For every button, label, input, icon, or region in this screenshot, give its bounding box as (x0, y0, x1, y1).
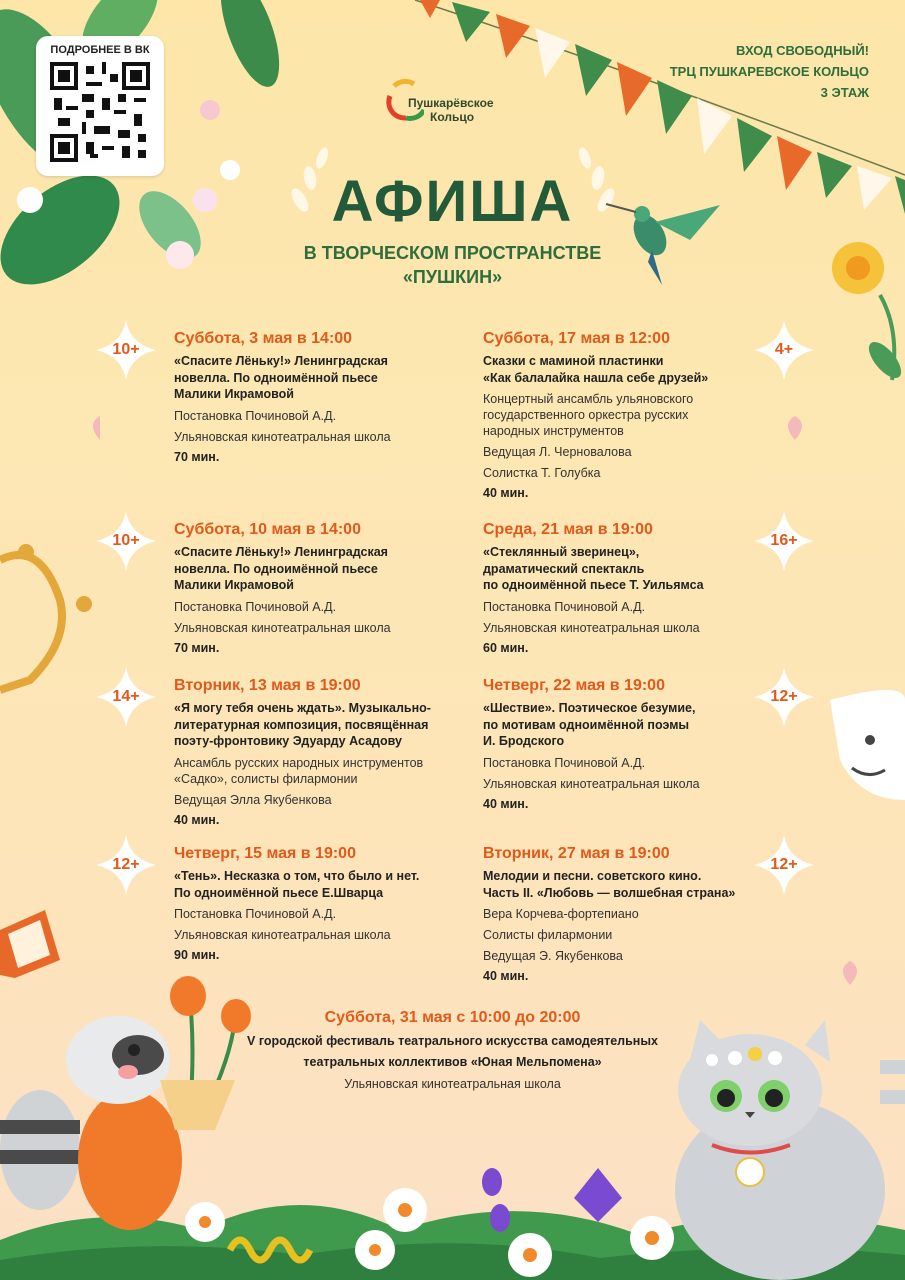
event-date: Четверг, 22 мая в 19:00 (483, 677, 665, 694)
entrance-free: ВХОД СВОБОДНЫЙ! (736, 43, 869, 58)
age-rating-label: 12+ (770, 688, 798, 705)
event-date: Вторник, 27 мая в 19:00 (483, 845, 670, 862)
event-title-line: литературная композиция, посвящённая (174, 717, 429, 732)
event-duration: 70 мин. (174, 640, 220, 655)
heart-decoration (93, 416, 107, 440)
age-rating-label: 10+ (112, 532, 140, 549)
age-rating-badge (94, 833, 158, 897)
event-card (174, 521, 474, 655)
event-title-line: «Тень». Несказка о том, что было и нет. (174, 869, 420, 883)
age-rating-badge (94, 665, 158, 729)
page-subtitle (0, 241, 905, 289)
page-title: АФИША (331, 169, 574, 234)
festival-title-line: театральных коллективов «Юная Мельпомена» (303, 1055, 602, 1069)
event-title-line: И. Бродского (483, 734, 565, 748)
event-title-line: «Спасите Лёньку!» Ленинградская (174, 354, 388, 368)
event-detail: Ульяновская кинотеатральная школа (174, 928, 391, 942)
event-title (483, 353, 783, 386)
entrance-venue: ТРЦ ПУШКАРЕВСКОЕ КОЛЬЦО (669, 64, 869, 79)
qr-label: ПОДРОБНЕЕ В ВК (50, 44, 150, 56)
event-detail: Ульяновская кинотеатральная школа (483, 776, 700, 791)
event-detail: Солистка Т. Голубка (483, 466, 601, 480)
event-card (483, 677, 783, 811)
event-card (483, 845, 783, 983)
event-card (483, 521, 783, 655)
event-date: Среда, 21 мая в 19:00 (483, 521, 653, 538)
event-date: Суббота, 10 мая в 14:00 (174, 521, 361, 538)
event-duration: 40 мин. (483, 969, 529, 983)
event-title-line: Малики Икрамовой (174, 578, 294, 592)
festival-event (150, 1009, 755, 1092)
event-detail: Ведущая Э. Якубенкова (483, 949, 623, 963)
event-detail: Ульяновская кинотеатральная школа (174, 620, 391, 635)
event-title (174, 868, 474, 901)
event-duration: 40 мин. (483, 486, 529, 500)
event-title-line: Мелодии и песни. советского кино. (483, 869, 702, 883)
age-rating-label: 4+ (774, 341, 794, 358)
event-title-line: новелла. По одноимённой пьесе (174, 370, 378, 385)
event-title-line: новелла. По одноимённой пьесе (174, 561, 378, 576)
event-title (174, 353, 474, 403)
event-detail: Ведущая Л. Черновалова (483, 445, 632, 459)
book (0, 910, 60, 978)
event-title-line: поэту-фронтовику Эдуарду Асадову (174, 734, 402, 748)
event-duration: 40 мин. (174, 812, 220, 827)
event-title (174, 544, 474, 594)
festival-venue: Ульяновская кинотеатральная школа (344, 1077, 561, 1091)
subtitle-line-1: В ТВОРЧЕСКОМ ПРОСТРАНСТВЕ (303, 243, 602, 263)
event-date: Вторник, 13 мая в 19:00 (174, 677, 361, 694)
event-title (483, 544, 783, 594)
age-rating-label: 12+ (112, 856, 140, 873)
pushkarevskoe-logo (384, 76, 524, 126)
event-detail: Постановка Починовой А.Д. (174, 599, 337, 614)
logo-line-2: Кольцо (430, 110, 475, 124)
theater-mask (830, 690, 905, 800)
event-date: Суббота, 3 мая в 14:00 (174, 330, 353, 347)
age-rating-badge (94, 509, 158, 573)
event-date: Суббота, 17 мая в 12:00 (483, 330, 670, 347)
event-title-line: «Стеклянный зверинец», (483, 545, 640, 559)
qr-code-icon[interactable] (50, 62, 150, 162)
event-title (483, 700, 783, 750)
event-detail: Концертный ансамбль ульяновского государственного оркестра русских народных инструментов (483, 392, 694, 438)
event-duration: 40 мин. (483, 796, 529, 811)
event-detail: Постановка Починовой А.Д. (174, 907, 337, 921)
festival-title-line: V городской фестиваль театрального искусства самодеятельных (247, 1034, 658, 1048)
entrance-info (670, 40, 869, 103)
event-duration: 90 мин. (174, 948, 220, 962)
event-title-line: «Как балалайка нашла себе друзей» (483, 370, 709, 385)
subtitle-line-2: «ПУШКИН» (402, 267, 503, 287)
event-detail: Ансамбль русских народных инструментов «Садко», солисты филармонии (174, 755, 424, 786)
festival-date: Суббота, 31 мая с 10:00 до 20:00 (324, 1009, 581, 1026)
event-detail: Ведущая Элла Якубенкова (174, 792, 332, 807)
event-title (483, 868, 783, 901)
entrance-floor: 3 ЭТАЖ (820, 85, 869, 100)
event-duration: 70 мин. (174, 449, 220, 464)
event-detail: Постановка Починовой А.Д. (483, 755, 646, 770)
event-card (174, 330, 474, 464)
event-detail: Вера Корчева-фортепиано (483, 907, 639, 921)
festival-title (150, 1031, 755, 1073)
event-title-line: по мотивам одноимённой поэмы (483, 717, 690, 732)
event-title-line: Часть II. «Любовь — волшебная страна» (483, 885, 736, 900)
event-title-line: драматический спектакль (483, 561, 645, 576)
event-card (483, 330, 783, 500)
age-rating-label: 16+ (770, 532, 798, 549)
event-detail: Постановка Починовой А.Д. (483, 599, 646, 614)
event-duration: 60 мин. (483, 640, 529, 655)
event-title-line: Сказки с маминой пластинки (483, 354, 664, 368)
age-rating-label: 10+ (112, 341, 140, 358)
event-title-line: по одноимённой пьесе Т. Уильямса (483, 578, 704, 592)
event-detail: Постановка Починовой А.Д. (174, 408, 337, 423)
age-rating-badge (94, 318, 158, 382)
event-title-line: «Я могу тебя очень ждать». Музыкально- (174, 701, 431, 715)
vk-qr-card[interactable] (36, 36, 164, 176)
event-detail: Ульяновская кинотеатральная школа (483, 620, 700, 635)
event-detail: Ульяновская кинотеатральная школа (174, 429, 391, 444)
event-title-line: «Шествие». Поэтическое безумие, (483, 701, 696, 715)
event-title-line: Малики Икрамовой (174, 387, 294, 401)
event-detail: Солисты филармонии (483, 928, 613, 942)
event-title-line: «Спасите Лёньку!» Ленинградская (174, 545, 388, 559)
event-title (174, 700, 474, 750)
event-title-line: По одноимённой пьесе Е.Шварца (174, 885, 384, 900)
lyre (0, 544, 92, 690)
event-date: Четверг, 15 мая в 19:00 (174, 845, 356, 862)
age-rating-label: 14+ (112, 688, 140, 705)
event-card (174, 677, 474, 827)
age-rating-label: 12+ (770, 856, 798, 873)
logo-line-1: Пушкарёвское (408, 96, 494, 110)
event-card (174, 845, 474, 962)
